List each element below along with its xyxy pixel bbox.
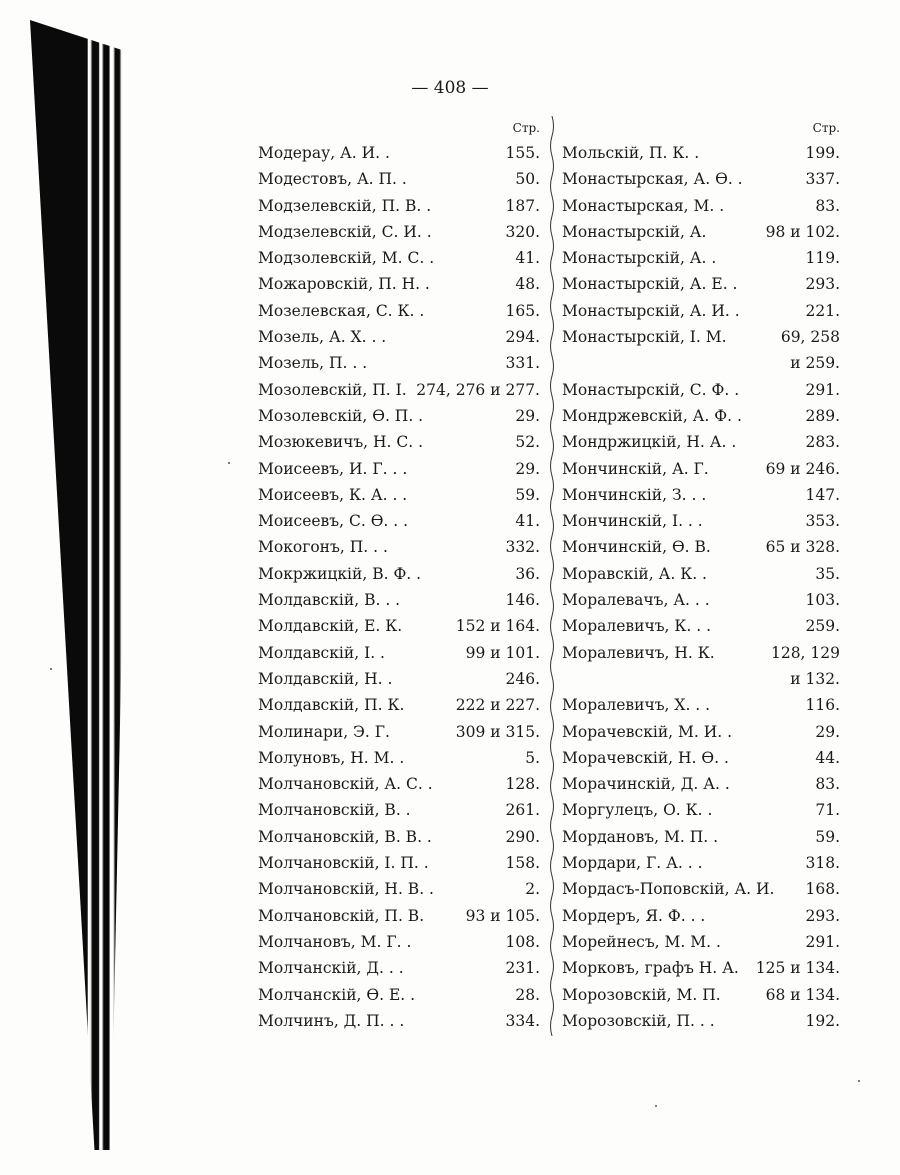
book-spine-shadow <box>30 20 134 1150</box>
entry-pages: 69 и 246. <box>765 459 840 478</box>
entry-pages: 192. <box>805 1011 840 1030</box>
entry-pages: 147. <box>805 485 840 504</box>
entry-pages: 50. <box>515 170 540 189</box>
entry-pages: 71. <box>815 801 840 820</box>
entry-name: Молчановскій, П. В. <box>258 906 425 925</box>
entry-pages: 5. <box>525 748 540 767</box>
index-entry <box>562 350 840 376</box>
index-entry <box>562 193 840 219</box>
entry-pages: 337. <box>805 170 840 189</box>
entry-name: Мончинскій, І. . . <box>562 512 703 531</box>
entry-pages: 294. <box>505 328 540 347</box>
index-entry <box>562 456 840 482</box>
index-entry <box>258 613 540 639</box>
entry-name: Моралевачъ, А. . . <box>562 591 710 610</box>
index-entry <box>258 955 540 981</box>
entry-pages: 158. <box>505 854 540 873</box>
index-entry <box>562 219 840 245</box>
index-entry <box>562 140 840 166</box>
right-rows <box>562 140 840 1034</box>
index-entry <box>258 456 540 482</box>
entry-name: Монастырскій, А. И. . <box>562 301 740 320</box>
index-entry <box>562 1008 840 1034</box>
entry-name: Мордановъ, М. П. . <box>562 827 719 846</box>
entry-name: Монастырская, М. . <box>562 196 725 215</box>
entry-name: Молчанскій, Ѳ. Е. . <box>258 985 416 1004</box>
entry-pages: 65 и 328. <box>765 538 840 557</box>
entry-name: Молчановскій, Н. В. . <box>258 880 434 899</box>
paper-speck <box>655 1105 657 1107</box>
index-entry <box>258 508 540 534</box>
entry-pages: 125 и 134. <box>755 959 840 978</box>
entry-pages: 309 и 315. <box>455 722 540 741</box>
entry-name: Морозовскій, М. П. <box>562 985 721 1004</box>
page-number: — 408 — <box>411 78 489 98</box>
column-divider <box>548 116 556 1036</box>
entry-pages: 103. <box>805 591 840 610</box>
index-entry <box>562 903 840 929</box>
index-entry <box>258 429 540 455</box>
entry-pages: 83. <box>815 196 840 215</box>
entry-name: Моравскій, А. К. . <box>562 564 707 583</box>
index-entry <box>258 193 540 219</box>
entry-name: Молчановскій, І. П. . <box>258 854 429 873</box>
entry-name: Мозель, А. Х. . . <box>258 328 387 347</box>
entry-pages: 187. <box>505 196 540 215</box>
index-entry <box>562 324 840 350</box>
index-entry <box>258 403 540 429</box>
entry-name: Морачинскій, Д. А. . <box>562 775 730 794</box>
index-entry <box>562 377 840 403</box>
index-entry <box>562 955 840 981</box>
entry-name: Мольскій, П. К. . <box>562 144 700 162</box>
index-entry <box>562 692 840 718</box>
entry-name: Мокржицкій, В. Ф. . <box>258 564 422 583</box>
entry-pages: 274, 276 и 277. <box>416 380 540 399</box>
entry-name: Мозолевскій, П. І. <box>258 380 407 399</box>
index-entry <box>258 797 540 823</box>
entry-pages: 48. <box>515 275 540 294</box>
entry-pages: 128. <box>505 775 540 794</box>
entry-pages: 291. <box>805 380 840 399</box>
entry-name: Молдавскій, Н. . <box>258 669 393 688</box>
entry-name: Морозовскій, П. . . <box>562 1011 715 1030</box>
entry-pages: 29. <box>515 406 540 425</box>
entry-pages: 353. <box>805 512 840 531</box>
index-entry <box>562 613 840 639</box>
entry-pages: 332. <box>505 538 540 557</box>
index-entry <box>562 797 840 823</box>
entry-name: Морейнесъ, М. М. . <box>562 932 721 951</box>
index-entry <box>562 166 840 192</box>
entry-name: Мончинскій, З. . . <box>562 485 707 504</box>
entry-pages: 290. <box>505 827 540 846</box>
index-entry <box>258 666 540 692</box>
index-entry <box>258 903 540 929</box>
index-entry <box>258 745 540 771</box>
entry-pages: 168. <box>805 880 840 899</box>
entry-pages: 41. <box>515 512 540 531</box>
entry-pages: 2. <box>525 880 540 899</box>
index-entry <box>258 850 540 876</box>
index-entry <box>258 534 540 560</box>
index-entry <box>562 929 840 955</box>
entry-pages: 59. <box>815 827 840 846</box>
entry-pages: 29. <box>515 459 540 478</box>
index-entry <box>258 298 540 324</box>
entry-name: Монастырскій, А. <box>562 222 707 241</box>
index-entry <box>258 377 540 403</box>
index-entry <box>258 692 540 718</box>
index-entry <box>562 587 840 613</box>
entry-pages: 152 и 164. <box>455 617 540 636</box>
entry-pages: 291. <box>805 932 840 951</box>
index-entry <box>562 850 840 876</box>
entry-pages: 146. <box>505 591 540 610</box>
index-entry <box>562 666 840 692</box>
index-entry <box>258 482 540 508</box>
entry-name: Молчинъ, Д. П. . . <box>258 1011 405 1030</box>
entry-pages: 283. <box>805 433 840 452</box>
index-entry <box>258 824 540 850</box>
index-entry <box>258 640 540 666</box>
entry-pages: 318. <box>805 854 840 873</box>
paper-speck <box>50 668 52 670</box>
index-entry <box>562 298 840 324</box>
entry-name: Молдавскій, П. К. <box>258 696 405 715</box>
entry-pages: и 259. <box>790 354 840 373</box>
entry-name: Морачевскій, Н. Ѳ. . <box>562 748 729 767</box>
index-column-right <box>562 116 840 1034</box>
index-entry <box>562 271 840 297</box>
entry-name: Мозюкевичъ, Н. С. . <box>258 433 424 452</box>
entry-name: Монастырскій, І. М. <box>562 328 727 347</box>
entry-name: Моралевичъ, Х. . . <box>562 696 711 715</box>
entry-name: Моралевичъ, К. . . <box>562 617 712 636</box>
entry-pages: 59. <box>515 485 540 504</box>
entry-pages: 334. <box>505 1011 540 1030</box>
index-entry <box>258 271 540 297</box>
left-rows <box>258 140 540 1034</box>
pages-header-left: Стр. <box>512 121 540 135</box>
entry-name: Молуновъ, Н. М. . <box>258 748 405 767</box>
entry-pages: 293. <box>805 275 840 294</box>
entry-name: Молчановскій, В. . <box>258 801 411 820</box>
entry-pages: 155. <box>505 144 540 162</box>
entry-pages: 108. <box>505 932 540 951</box>
entry-name: Молчанскій, Д. . . <box>258 959 404 978</box>
entry-name: Морковъ, графъ Н. А. <box>562 959 739 978</box>
entry-name: Молчановскій, А. С. . <box>258 775 433 794</box>
entry-pages: 246. <box>505 669 540 688</box>
entry-name: Мончинскій, Ѳ. В. <box>562 538 711 557</box>
entry-name: Молинари, Э. Г. <box>258 722 390 741</box>
entry-pages: 331. <box>505 354 540 373</box>
entry-pages: 116. <box>805 696 840 715</box>
pages-header-right: Стр. <box>812 121 840 135</box>
entry-pages: 199. <box>805 144 840 162</box>
index-entry <box>258 324 540 350</box>
entry-name: Мондржицкій, Н. А. . <box>562 433 737 452</box>
entry-pages: 165. <box>505 301 540 320</box>
entry-pages: 222 и 227. <box>455 696 540 715</box>
index-entry <box>258 587 540 613</box>
entry-name: Мордасъ-Поповскій, А. И. <box>562 880 775 899</box>
entry-name: Модзелевскій, С. И. . <box>258 222 432 241</box>
entry-name: Можаровскій, П. Н. . <box>258 275 430 294</box>
index-entry <box>562 508 840 534</box>
entry-pages: 231. <box>505 959 540 978</box>
entry-pages: 69, 258 <box>780 328 840 347</box>
index-entry <box>562 534 840 560</box>
entry-pages: и 132. <box>790 669 840 688</box>
entry-name: Монастырскій, А. . <box>562 249 717 268</box>
entry-name: Модестовъ, А. П. . <box>258 170 407 189</box>
entry-name: Мордари, Г. А. . . <box>562 854 703 873</box>
entry-name: Моргулецъ, О. К. . <box>562 801 713 820</box>
index-entry <box>258 929 540 955</box>
entry-name: Монастырскій, А. Е. . <box>562 275 738 294</box>
entry-name: Мончинскій, А. Г. <box>562 459 709 478</box>
paper-speck <box>858 1080 860 1082</box>
index-entry <box>258 1008 540 1034</box>
entry-name: Монастырская, А. Ѳ. . <box>562 170 743 189</box>
index-entry <box>562 561 840 587</box>
entry-pages: 28. <box>515 985 540 1004</box>
entry-pages: 259. <box>805 617 840 636</box>
entry-name: Молчановъ, М. Г. . <box>258 932 412 951</box>
index-entry <box>562 745 840 771</box>
entry-name: Молдавскій, В. . . <box>258 591 401 610</box>
entry-pages: 83. <box>815 775 840 794</box>
index-entry <box>562 429 840 455</box>
index-entry <box>562 640 840 666</box>
entry-name: Модзелевскій, П. В. . <box>258 196 432 215</box>
paper-speck <box>228 462 230 464</box>
index-entry <box>562 876 840 902</box>
index-column-left <box>258 116 540 1034</box>
entry-pages: 29. <box>815 722 840 741</box>
entry-name: Моисеевъ, С. Ѳ. . . <box>258 512 409 531</box>
entry-name: Моралевичъ, Н. К. <box>562 643 715 662</box>
entry-pages: 289. <box>805 406 840 425</box>
index-entry <box>258 719 540 745</box>
index-entry <box>562 245 840 271</box>
entry-pages: 35. <box>815 564 840 583</box>
entry-pages: 98 и 102. <box>765 222 840 241</box>
index-entry <box>258 140 540 166</box>
entry-name: Мокогонъ, П. . . <box>258 538 388 557</box>
entry-name: Мозель, П. . . <box>258 354 368 373</box>
index-entry <box>562 482 840 508</box>
index-entry <box>258 876 540 902</box>
entry-pages: 261. <box>505 801 540 820</box>
entry-pages: 68 и 134. <box>765 985 840 1004</box>
entry-name: Морачевскій, М. И. . <box>562 722 733 741</box>
index-entry <box>258 771 540 797</box>
entry-name: Моисеевъ, К. А. . . <box>258 485 408 504</box>
entry-name: Моисеевъ, И. Г. . . <box>258 459 408 478</box>
entry-name: Модзолевскій, М. С. . <box>258 249 435 268</box>
entry-name: Молчановскій, В. В. . <box>258 827 432 846</box>
entry-pages: 221. <box>805 301 840 320</box>
entry-name: Монастырскій, С. Ф. . <box>562 380 740 399</box>
index-entry <box>258 245 540 271</box>
entry-name: Мордеръ, Я. Ф. . . <box>562 906 706 925</box>
entry-pages: 41. <box>515 249 540 268</box>
entry-pages: 93 и 105. <box>465 906 540 925</box>
index-entry <box>258 982 540 1008</box>
entry-pages: 119. <box>805 249 840 268</box>
entry-name: Модерау, А. И. . <box>258 144 390 162</box>
index-entry <box>258 350 540 376</box>
index-entry <box>258 166 540 192</box>
entry-pages: 320. <box>505 222 540 241</box>
entry-pages: 128, 129 <box>770 643 840 662</box>
entry-pages: 99 и 101. <box>465 643 540 662</box>
entry-name: Молдавскій, І. . <box>258 643 385 662</box>
index-entry <box>562 982 840 1008</box>
index-entry <box>258 561 540 587</box>
index-entry <box>562 824 840 850</box>
entry-pages: 293. <box>805 906 840 925</box>
index-entry <box>258 219 540 245</box>
entry-name: Молдавскій, Е. К. <box>258 617 403 636</box>
entry-pages: 36. <box>515 564 540 583</box>
entry-pages: 52. <box>515 433 540 452</box>
index-entry <box>562 403 840 429</box>
index-entry <box>562 719 840 745</box>
index-entry <box>562 771 840 797</box>
entry-name: Мозелевская, С. К. . <box>258 301 425 320</box>
entry-pages: 44. <box>815 748 840 767</box>
entry-name: Мозолевскій, Ѳ. П. . <box>258 406 424 425</box>
entry-name: Мондржевскій, А. Ф. . <box>562 406 742 425</box>
